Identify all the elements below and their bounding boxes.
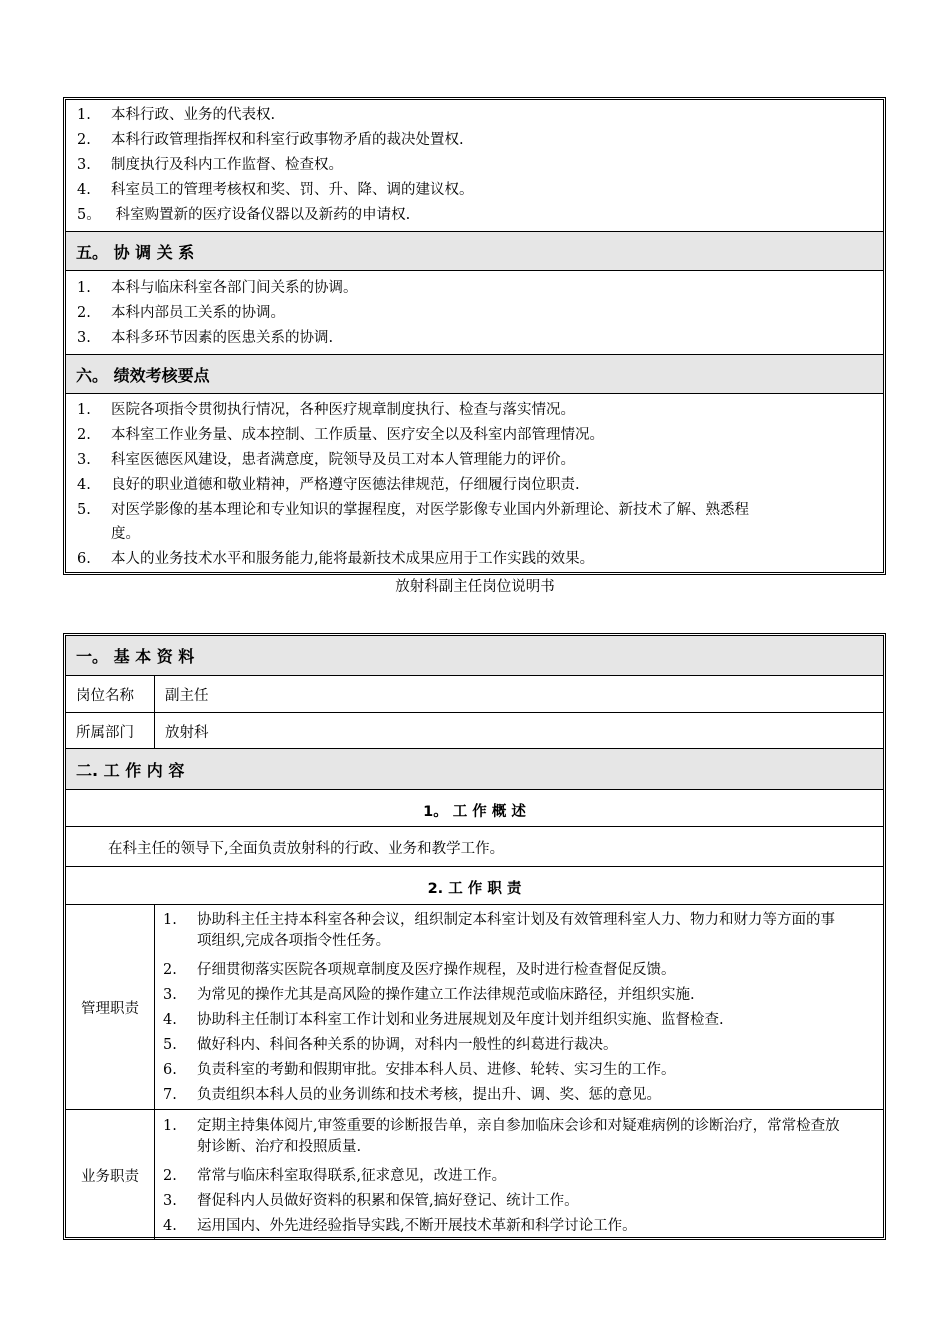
department-value: 放射科 bbox=[165, 724, 209, 741]
row-divider bbox=[66, 1109, 883, 1110]
performance-item: 4. 良好的职业道德和敬业精神，严格遵守医德法律规范，仔细履行岗位职责. bbox=[77, 477, 580, 493]
row-divider bbox=[66, 866, 883, 867]
coordination-item: 1. 本科与临床科室各部门间关系的协调。 bbox=[77, 280, 358, 296]
column-divider bbox=[154, 676, 155, 749]
business-duty-item: 4. 运用国内、外先进经验指导实践,不断开展技术革新和科学讨论工作。 bbox=[163, 1218, 637, 1234]
management-duty-item: 1. 协助科主任主持本科室各种会议，组织制定本科室计划及有效管理科室人力、物力和财力等方面的事项组织,完成各项指令性任务。 bbox=[163, 912, 835, 949]
rights-item: 3. 制度执行及科内工作监督、检查权。 bbox=[77, 157, 343, 173]
column-divider bbox=[154, 905, 155, 1240]
section-heading-work-content: 二. 工 作 内 容 bbox=[66, 748, 883, 790]
job-description-table bbox=[63, 633, 886, 1240]
business-duty-item: 1. 定期主持集体阅片,审签重要的诊断报告单，亲自参加临床会诊和对疑难病例的诊断治疗，常常检查放射诊断、治疗和投照质量. bbox=[163, 1118, 840, 1155]
management-duties-label: 管理职责 bbox=[81, 1001, 139, 1017]
performance-item: 6. 本人的业务技术水平和服务能力,能将最新技术成果应用于工作实践的效果。 bbox=[77, 551, 595, 567]
performance-item-continuation: 度。 bbox=[111, 526, 140, 542]
document-caption: 放射科副主任岗位说明书 bbox=[395, 579, 555, 595]
management-duty-item: 7. 负责组织本科人员的业务训练和技术考核，提出升、调、奖、惩的意见。 bbox=[163, 1087, 661, 1103]
rights-item: 5。 科室购置新的医疗设备仪器以及新药的申请权. bbox=[77, 207, 411, 223]
section-heading-basic-info: 一。 基 本 资 料 bbox=[66, 636, 883, 676]
management-duty-item: 2. 仔细贯彻落实医院各项规章制度及医疗操作规程，及时进行检查督促反馈。 bbox=[163, 962, 676, 978]
performance-item: 5. 对医学影像的基本理论和专业知识的掌握程度，对医学影像专业国内外新理论、新技术了解、熟悉程 bbox=[77, 502, 749, 518]
rights-item: 4. 科室员工的管理考核权和奖、罚、升、降、调的建议权。 bbox=[77, 182, 474, 198]
management-duty-item: 5. 做好科内、科间各种关系的协调，对科内一般性的纠葛进行裁决。 bbox=[163, 1037, 618, 1053]
performance-item: 2. 本科室工作业务量、成本控制、工作质量、医疗安全以及科室内部管理情况。 bbox=[77, 427, 604, 443]
coordination-item: 2. 本科内部员工关系的协调。 bbox=[77, 305, 285, 321]
rights-item: 1. 本科行政、业务的代表权. bbox=[77, 107, 276, 123]
business-duties-label: 业务职责 bbox=[81, 1168, 139, 1185]
section-heading-performance: 六。 绩效考核要点 bbox=[66, 354, 883, 394]
overview-title: 1。 工 作 概 述 bbox=[423, 804, 526, 820]
management-duty-item: 3. 为常见的操作尤其是高风险的操作建立工作法律规范或临床路径，并组织实施. bbox=[163, 987, 695, 1003]
department-label: 所属部门 bbox=[76, 724, 134, 741]
overview-text: 在科主任的领导下,全面负责放射科的行政、业务和教学工作。 bbox=[108, 840, 505, 857]
performance-item: 1. 医院各项指令贯彻执行情况，各种医疗规章制度执行、检查与落实情况。 bbox=[77, 402, 575, 418]
business-duty-item: 2. 常常与临床科室取得联系,征求意见，改进工作。 bbox=[163, 1168, 507, 1184]
position-name-value: 副主任 bbox=[165, 687, 209, 704]
row-divider bbox=[66, 904, 883, 905]
coordination-item: 3. 本科多环节因素的医患关系的协调. bbox=[77, 330, 334, 346]
position-name-label: 岗位名称 bbox=[76, 687, 134, 704]
business-duty-item: 3. 督促科内人员做好资料的积累和保管,搞好登记、统计工作。 bbox=[163, 1193, 579, 1209]
section-heading-coordination: 五。 协 调 关 系 bbox=[66, 231, 883, 271]
rights-item: 2. 本科行政管理指挥权和科室行政事物矛盾的裁决处置权. bbox=[77, 132, 464, 148]
management-duty-item: 4. 协助科主任制订本科室工作计划和业务进展规划及年度计划并组织实施、监督检查. bbox=[163, 1012, 724, 1028]
performance-item: 3. 科室医德医风建设，患者满意度，院领导及员工对本人管理能力的评价。 bbox=[77, 452, 575, 468]
responsibility-table-continued bbox=[63, 97, 886, 575]
management-duty-item: 6. 负责科室的考勤和假期审批。安排本科人员、进修、轮转、实习生的工作。 bbox=[163, 1062, 676, 1078]
duties-title: 2. 工 作 职 责 bbox=[427, 881, 522, 897]
